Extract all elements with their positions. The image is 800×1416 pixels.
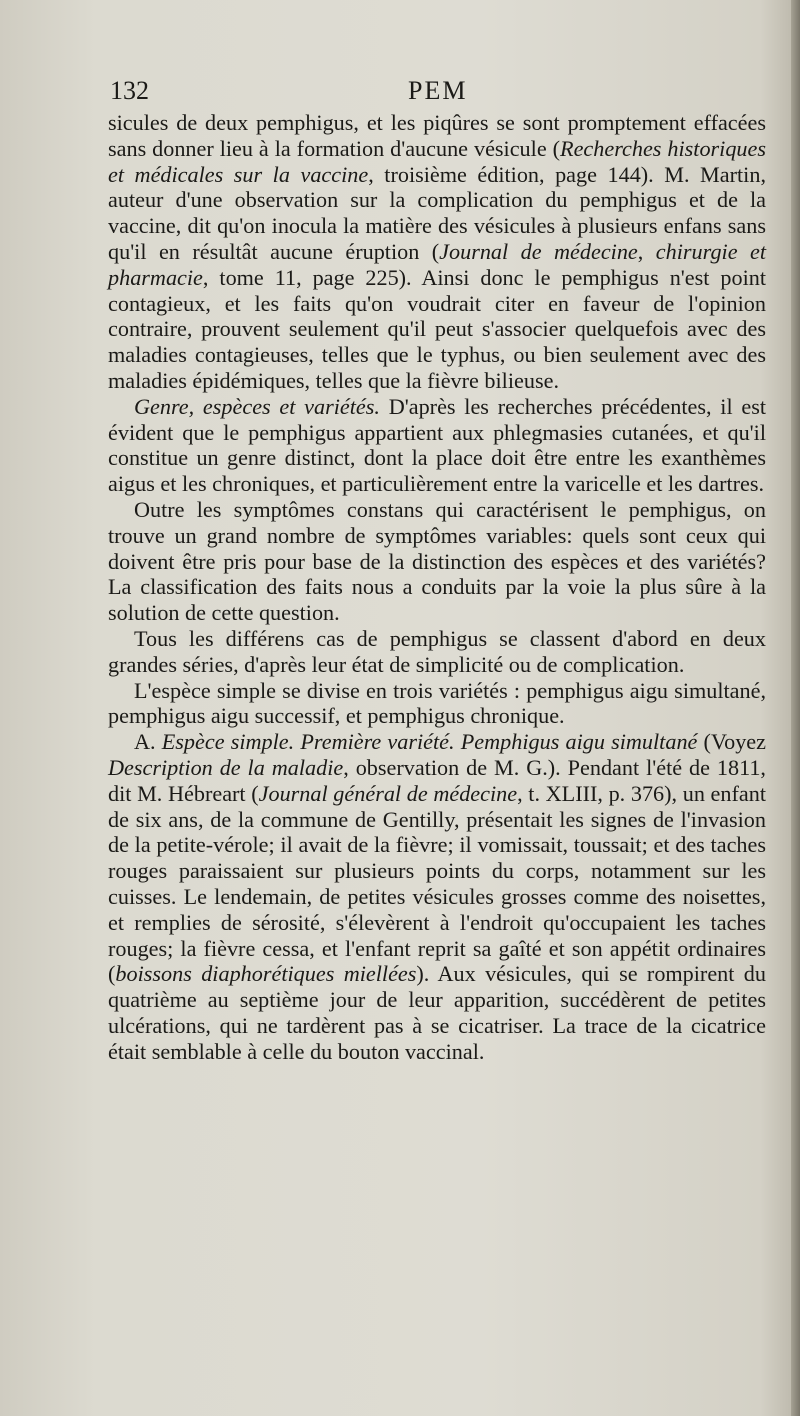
- text-run: Tous les différens cas de pemphigus se classent d'abord en deux grandes séries, d'après leur état de simplicité ou de complication.: [108, 625, 766, 677]
- paragraph: [108, 110, 766, 394]
- page-number: 132: [110, 76, 149, 105]
- text-run: ,: [637, 238, 656, 264]
- text-run: (Voyez: [697, 729, 766, 755]
- italic-text: boissons diaphorétiques miellées: [115, 961, 417, 987]
- italic-text: chirurgie et pharmacie: [108, 238, 767, 290]
- paragraph: [108, 497, 766, 626]
- page-header: [108, 76, 768, 106]
- text-run: , troisième édition, page 144). M. Martin, auteur d'une observation sur la complication du pemphigus et de la vaccine, dit qu'on inocula la matière des vésicules à plusieurs enfans sans qu'il en résultât aucune éruption (: [108, 161, 766, 264]
- text-run: sicules de deux pemphigus, et les piqûres se sont promptement effacées sans donner lieu à la formation d'aucune vésicule (: [108, 110, 766, 161]
- italic-text: Journal général de médecine: [258, 780, 518, 806]
- italic-text: Recherches historiques et médicales sur la vaccine: [108, 135, 767, 187]
- paragraph: [108, 626, 766, 678]
- text-run: A.: [134, 729, 162, 755]
- text-run: L'espèce simple se divise en trois variétés : pemphigus aigu simultané, pemphigus aigu successif, et pemphigus chronique.: [108, 677, 766, 729]
- body-text: [108, 110, 766, 1064]
- text-run: Outre les symptômes constans qui caractérisent le pemphigus, on trouve un grand nombre de symptômes variables: quels sont ceux qui doivent être pris pour base de la distinction des espèces et des variétés? La classification des faits nous a conduits par la voie la plus sûre à la solution de cette question.: [108, 496, 766, 626]
- text-run: , t. XLIII, p. 376), un enfant de six ans, de la commune de Gentilly, présentait les signes de l'invasion de la petite-vérole; il avait de la fièvre; il vomissait, toussait; et des taches rouges paraissaient sur plusieurs points du corps, notamment sur les cuisses. Le lendemain, de petites vésicules grosses comme des noisettes, et remplies de sérosité, s'élevèrent à l'endroit qu'occupaient les taches rouges; la fièvre cessa, et l'enfant reprit sa gaîté et son appétit ordinaires (: [108, 780, 766, 987]
- italic-text: Espèce simple. Première variété. Pemphigus aigu simultané: [161, 729, 698, 755]
- paragraph: [108, 729, 766, 1064]
- text-run: , observation de M. G.). Pendant l'été de 1811, dit M. Hébreart (: [108, 754, 766, 806]
- text-run: D'après les recherches précédentes, il est évident que le pemphigus appartient aux phlegmasies cutanées, et qu'il constitue un genre distinct, dont la place doit être entre les exanthèmes aigus et les chroniques, et particulièrement entre la varicelle et les dartres.: [108, 393, 766, 497]
- paragraph: [108, 678, 766, 730]
- paragraph: [108, 394, 766, 497]
- text-run: , tome 11, page 225). Ainsi donc le pemphigus n'est point contagieux, et les faits qu'on voudrait citer en faveur de l'opinion contraire, prouvent seulement qu'il peut s'associer quelquefois avec des maladies contagieuses, telles que le typhus, ou bien seulement avec des maladies épidémiques, telles que la fièvre bilieuse.: [108, 264, 766, 393]
- page-edge: [791, 0, 800, 1416]
- italic-text: Genre, espèces et variétés.: [134, 393, 380, 419]
- running-title: PEM: [408, 76, 468, 105]
- text-run: ). Aux vésicules, qui se rompirent du quatrième au septième jour de leur apparition, succédèrent de petites ulcérations, qui ne tardèrent pas à se cicatriser. La trace de la cicatrice était semblable à celle du bouton vaccinal.: [108, 961, 766, 1064]
- italic-text: Journal de médecine: [439, 238, 638, 264]
- italic-text: Description de la maladie: [108, 754, 344, 780]
